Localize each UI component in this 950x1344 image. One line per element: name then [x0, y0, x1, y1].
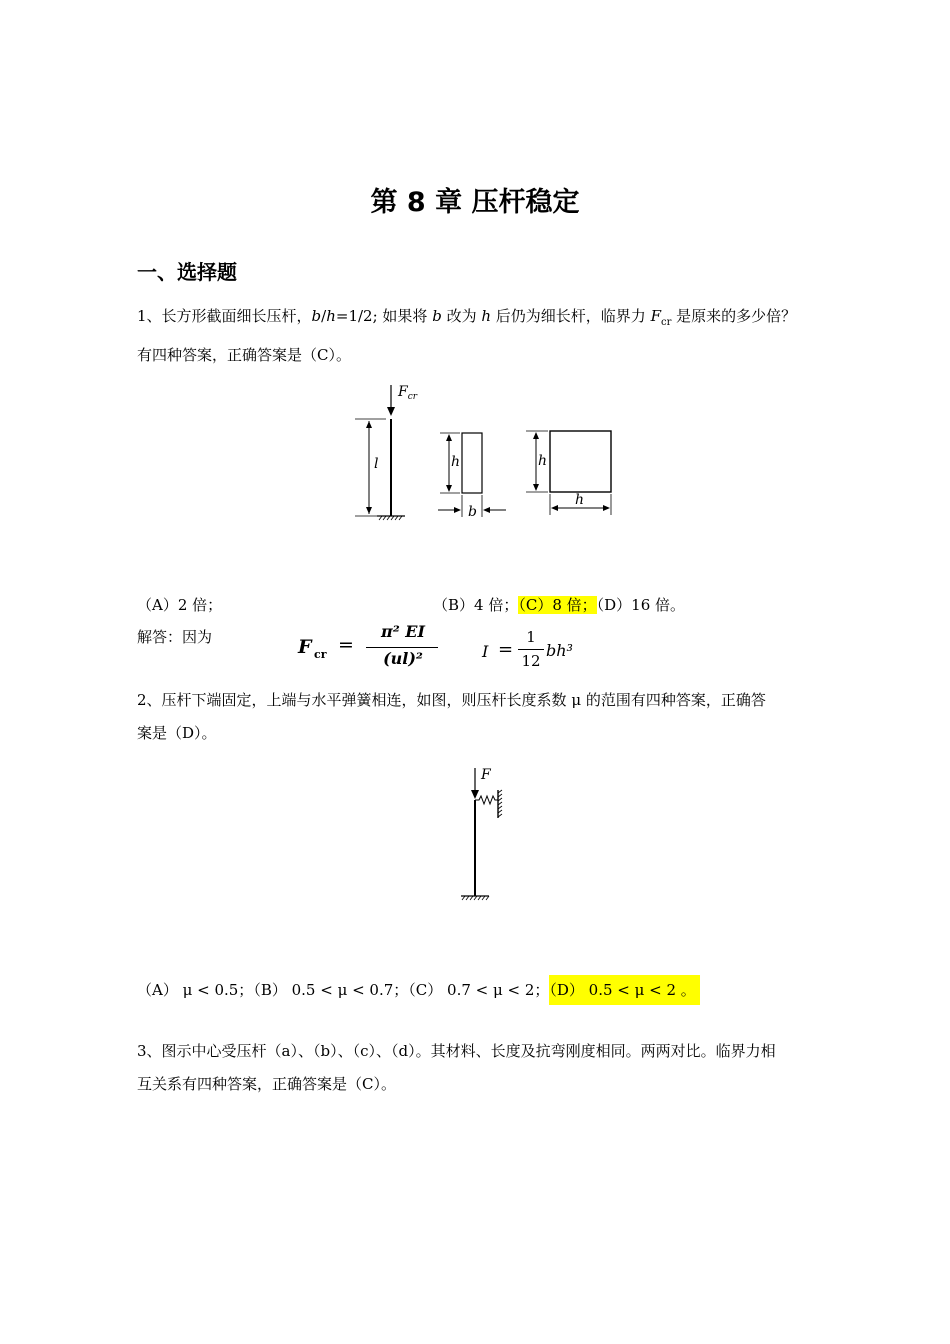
rect-height-label: h [451, 454, 461, 470]
length-label: l [374, 456, 379, 472]
q1-option-d: （D）16 倍。 [596, 596, 686, 614]
critical-force-formula: F cr = π² EI (ul)² [298, 622, 458, 678]
fcr-label: $F_{cr}$ [398, 384, 418, 402]
column-cross-section-figure [330, 375, 630, 525]
section-heading: 一、选择题 [137, 260, 237, 284]
chapter-title: 第 8 章 压杆稳定 [370, 187, 580, 218]
question-3-line-1: 3、图示中心受压杆（a）、（b）、（c）、（d）。其材料、长度及抗弯刚度相同。两两对比。临界力相 [137, 1042, 776, 1060]
spring [475, 796, 498, 804]
q1-option-c-highlighted: （C）8 倍； [518, 596, 597, 614]
q2-options [137, 979, 700, 1000]
q2-option-d-highlighted: （D） 0.5 < μ < 2 。 [549, 975, 699, 1005]
answer-label: 解答：因为 [137, 628, 213, 646]
q2-option-c: （C） 0.7 < μ < 2； [408, 981, 550, 999]
question-1 [137, 300, 837, 372]
load-label: F [481, 767, 491, 783]
q2-option-b: （B） 0.5 < μ < 0.7； [253, 981, 409, 999]
square-section [550, 431, 611, 492]
q1-option-a: （A）2 倍； [137, 596, 223, 614]
width-label: b [468, 504, 477, 520]
rectangle-section [462, 433, 482, 493]
q1-options-b-c-d [433, 594, 685, 615]
square-width-label: h [575, 492, 585, 508]
q1-option-b: （B）4 倍； [433, 596, 519, 614]
question-1-line-1: 1、长方形截面细长压杆，b/h=1/2; 如果将 b 改为 h 后仍为细长杆，临界力 $F_{cr}$ 是原来的多少倍？ [137, 307, 797, 328]
q2-option-a: （A） μ < 0.5； [137, 981, 254, 999]
spring-column-figure [450, 762, 520, 907]
question-1-line-2: 有四种答案，正确答案是（C）。 [137, 346, 351, 364]
question-2-line-2: 案是（D）。 [137, 724, 217, 742]
square-height-label: h [538, 453, 548, 469]
question-3-line-2: 互关系有四种答案，正确答案是（C）。 [137, 1075, 396, 1093]
question-2-line-1: 2、压杆下端固定，上端与水平弹簧相连，如图，则压杆长度系数 μ 的范围有四种答案，正确答 [137, 691, 766, 709]
moment-of-inertia-formula: I = 1 12 bh³ [482, 628, 573, 670]
question-2 [137, 684, 837, 750]
question-3 [137, 1035, 837, 1101]
